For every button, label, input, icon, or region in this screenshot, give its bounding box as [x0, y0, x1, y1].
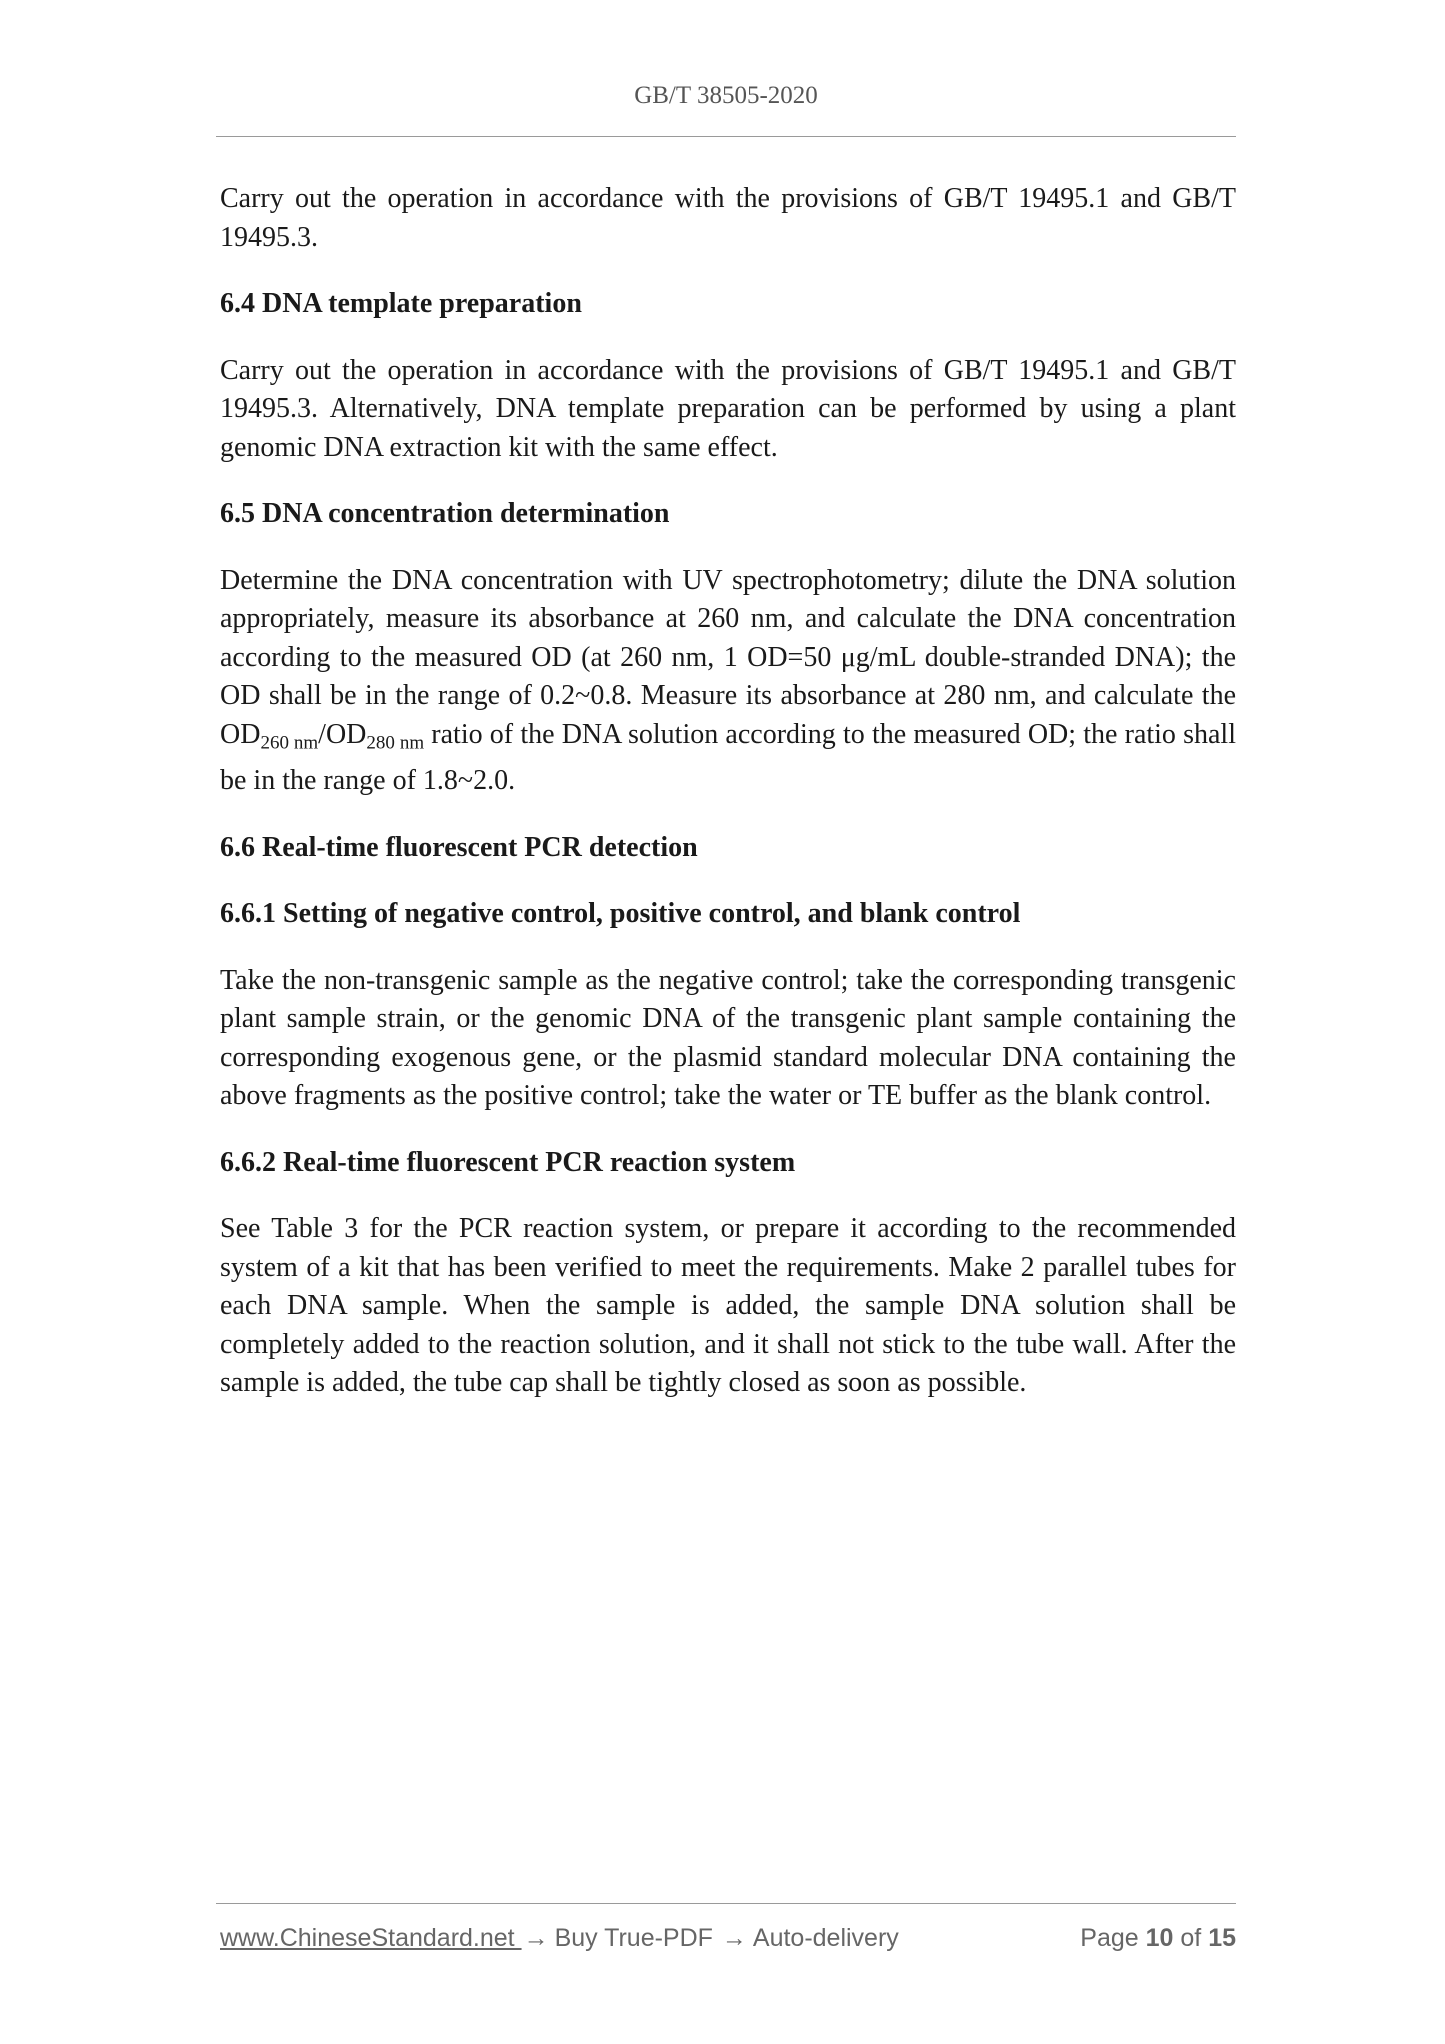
footer-divider — [216, 1903, 1236, 1904]
page-label: Page — [1080, 1924, 1139, 1952]
website-link[interactable]: www.ChineseStandard.net — [220, 1924, 522, 1952]
od-subscript-260: 260 nm — [260, 731, 319, 753]
arrow-right-icon: → — [523, 1924, 549, 1952]
arrow-right-icon: → — [721, 1924, 747, 1952]
section-heading-6-6-2: 6.6.2 Real-time fluorescent PCR reaction system — [220, 1146, 796, 1178]
paragraph-6-5 — [220, 562, 1236, 801]
page-indicator — [1080, 1924, 1236, 1953]
section-heading-6-4: 6.4 DNA template preparation — [220, 288, 582, 319]
paragraph-6-4: Carry out the operation in accordance with the provisions of GB/T 19495.1 and GB/T 19495.3. Alternatively, DNA template preparation can be performed by using a plant genomic DNA extraction kit with the same effect. — [220, 354, 1236, 463]
od-label-1: OD — [220, 718, 261, 750]
od-label-2: /OD — [318, 718, 367, 750]
footer-promo — [220, 1924, 899, 1953]
section-heading-6-5: 6.5 DNA concentration determination — [220, 498, 670, 529]
header-divider — [216, 136, 1236, 137]
page-current: 10 — [1145, 1924, 1174, 1952]
page-footer — [220, 1924, 1236, 1960]
page-content — [220, 180, 1236, 1431]
section-heading-6-6: 6.6 Real-time fluorescent PCR detection — [220, 831, 698, 863]
section-heading-6-6-1: 6.6.1 Setting of negative control, positive control, and blank control — [220, 898, 1021, 930]
buy-true-pdf-text: Buy True-PDF — [554, 1924, 713, 1952]
page-total: 15 — [1208, 1924, 1236, 1952]
paragraph-6-5-text-2: ratio of the DNA solution according to the measured OD; the ratio shall be in the range of 1.8~2.0. — [220, 718, 1236, 797]
paragraph-6-6-2: See Table 3 for the PCR reaction system, or prepare it according to the recommended system of a kit that has been verified to meet the requirements. Make 2 parallel tubes for each DNA sample. When the sample is added, the sample DNA solution shall be completely added to the reaction solution, and it shall not stick to the tube wall. After the sample is added, the tube cap shall be tightly closed as soon as possible. — [220, 1213, 1236, 1399]
paragraph-6-6-1: Take the non-transgenic sample as the negative control; take the corresponding transgenic plant sample strain, or the genomic DNA of the transgenic plant sample containing the corresponding exogenous gene, or the plasmid standard molecular DNA containing the above fragments as the positive control; take the water or TE buffer as the blank control. — [220, 964, 1236, 1112]
document-header-title: GB/T 38505-2020 — [634, 82, 818, 109]
paragraph-6-5-text-1: Determine the DNA concentration with UV spectrophotometry; dilute the DNA solution appropriately, measure its absorbance at 260 nm, and calculate the DNA concentration according to the measured OD (at 260 nm, 1 OD=50 μg/mL double-stranded DNA); the OD shall be in the range of 0.2~0.8. Measure its absorbance at 280 nm, and calculate the — [220, 564, 1236, 711]
od-subscript-280: 280 nm — [366, 731, 425, 753]
auto-delivery-text: Auto-delivery — [752, 1924, 899, 1952]
of-label: of — [1180, 1924, 1202, 1952]
paragraph-intro: Carry out the operation in accordance with the provisions of GB/T 19495.1 and GB/T 19495.3. — [220, 183, 1236, 253]
